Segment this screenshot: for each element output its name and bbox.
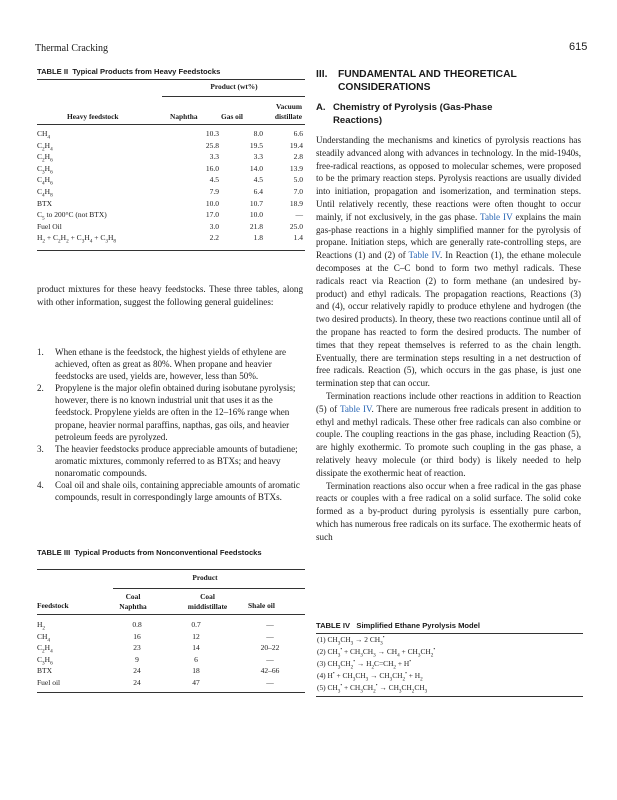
table2-header-rule <box>37 124 305 125</box>
value-cell: 17.0 <box>205 210 219 220</box>
subsection-heading <box>316 102 586 127</box>
feedstock-cell: $C_4H_8$ <box>37 186 53 199</box>
list-item <box>37 443 303 479</box>
value-cell: — <box>295 210 303 220</box>
table4-title: Simplified Ethane Pyrolysis Model <box>356 621 481 630</box>
value-cell: 1.8 <box>253 233 263 243</box>
running-title: Thermal Cracking <box>35 43 109 54</box>
table2-label: TABLE II <box>37 67 69 76</box>
value-cell: 19.5 <box>249 140 263 150</box>
list-item-text: Coal oil and shale oils, containing appreciable amounts of aromatic compounds, result in correspondingly large amounts of BTXs. <box>55 480 300 503</box>
value-cell: 16.0 <box>205 163 219 173</box>
table-row <box>37 232 303 244</box>
value-cell: 3.3 <box>209 152 219 162</box>
table3-top-rule <box>37 569 305 570</box>
table2-col-feedstock: Heavy feedstock <box>67 112 119 121</box>
value-cell: 6.6 <box>293 129 303 138</box>
value-cell: 10.3 <box>205 129 219 138</box>
value-cell: 12 <box>192 631 200 641</box>
page-number: 615 <box>569 41 588 53</box>
table3-col-coal-middistillate: Coal middistillate <box>187 592 228 611</box>
value-cell: 5.0 <box>293 175 303 185</box>
value-cell: 9 <box>135 654 139 664</box>
table2-col-vacuum: Vacuum distillate <box>274 102 302 121</box>
value-cell: 2.2 <box>209 233 219 243</box>
reaction-line: (3) $CH_3CH_2^• \to H_2C=CH_2 + H^•$ <box>317 658 412 671</box>
reaction-line: (1) $CH_3CH_3 \to 2$ $CH_3^•$ <box>317 634 385 647</box>
value-cell: 7.0 <box>293 186 303 196</box>
table2-col-gasoil: Gas oil <box>221 112 243 121</box>
list-item-number: 3. <box>37 443 44 454</box>
value-cell: 16 <box>133 631 141 641</box>
paragraph-2 <box>316 390 581 480</box>
table-row <box>37 128 303 140</box>
table3-bottom-rule <box>37 692 305 693</box>
table2-body <box>37 128 303 244</box>
table3-group-rule <box>113 588 305 589</box>
value-cell: 10.0 <box>205 198 219 208</box>
feedstock-cell: $H_2 + C_2H_2 + C_3H_4 + C_3H_8$ <box>37 233 117 245</box>
reaction-line: (4) $H^• + CH_3CH_3 \to CH_3CH_2^• + H_2$ <box>317 670 423 683</box>
value-cell: 4.5 <box>253 175 263 185</box>
feedstock-cell: $C_2H_4$ <box>37 140 53 153</box>
value-cell: 3.3 <box>253 152 263 162</box>
value-cell: 13.9 <box>289 163 303 173</box>
list-item-number: 2. <box>37 383 44 394</box>
table-row <box>37 209 303 221</box>
value-cell: — <box>266 654 274 664</box>
feedstock-cell: $CH_4$ <box>37 129 51 141</box>
list-item-text: The heavier feedstocks produce appreciable amounts of butadiene; aromatic mixtures, commonly referred to as BTXs; and heavy nonaromatic compounds. <box>55 443 298 478</box>
table-row <box>37 140 303 152</box>
value-cell: 19.4 <box>289 140 303 150</box>
table-row <box>37 151 303 163</box>
table-row <box>37 619 305 631</box>
feedstock-cell: $C_3H_6$ <box>37 654 53 667</box>
value-cell: 14.0 <box>249 163 263 173</box>
feedstock-cell: $C_2H_4$ <box>37 643 53 655</box>
value-cell: 25.0 <box>289 221 303 231</box>
table2-group-rule <box>162 96 305 97</box>
value-cell: 18.9 <box>289 198 303 208</box>
table-row <box>37 221 303 233</box>
value-cell: 2.8 <box>293 152 303 162</box>
table-row <box>37 665 305 677</box>
value-cell: — <box>266 631 274 641</box>
table4-link[interactable]: Table IV <box>408 250 440 261</box>
feedstock-cell: $C_4H_6$ <box>37 175 53 187</box>
paragraph-3: Termination reactions also occur when a free radical in the gas phase reacts or couples with a free radical on a solid surface. The solid coke formed as a by-product during pyrolysis is essentially pure carbon, which has numerous free radicals on its surface. The exothermic heats of such <box>316 480 581 542</box>
value-cell: 18 <box>192 666 200 676</box>
guidelines-list <box>37 346 303 503</box>
value-cell: 0.8 <box>132 620 142 629</box>
table2-group-header: Product (wt%) <box>210 82 258 91</box>
table-row <box>37 654 305 666</box>
feedstock-cell: BTX <box>37 198 52 208</box>
table3-col-coal-naphtha: Coal Naphtha <box>119 592 147 611</box>
table2-title: Typical Products from Heavy Feedstocks <box>72 67 221 76</box>
feedstock-cell: BTX <box>37 666 52 676</box>
value-cell: 24 <box>133 677 141 687</box>
paragraph-2-part-a: Termination reactions include other reactions in addition to Reaction (5) of <box>316 390 581 414</box>
paragraph-1 <box>316 134 581 390</box>
value-cell: — <box>266 677 274 687</box>
value-cell: 6 <box>194 654 198 664</box>
value-cell: 1.4 <box>293 233 303 243</box>
value-cell: 21.8 <box>249 221 263 231</box>
list-item-text: Propylene is the major olefin obtained during isobutane pyrolysis; however, there is no known industrial unit that uses it as the feedstock. Propylene yields are often in the 12–16% range when propane, heavier normal paraffins, napthas, gas oils, and heavier petroleum feeds are pyrolyzed. <box>55 383 296 442</box>
value-cell: 6.4 <box>253 186 263 196</box>
list-item <box>37 479 303 503</box>
list-item <box>37 346 303 382</box>
table-row <box>37 677 305 689</box>
table-row <box>37 174 303 186</box>
list-item <box>37 382 303 442</box>
subsection-heading-text: Chemistry of Pyrolysis (Gas-Phase Reactions) <box>333 102 493 126</box>
value-cell: 42–66 <box>260 666 280 676</box>
value-cell: 4.5 <box>209 175 219 185</box>
section-heading-text: FUNDAMENTAL AND THEORETICAL CONSIDERATIONS <box>338 69 517 93</box>
value-cell: 25.8 <box>205 140 219 150</box>
intro-paragraph: product mixtures for these heavy feedstocks. These three tables, along with other information, suggest the following general guidelines: <box>37 284 303 307</box>
value-cell: 7.9 <box>209 186 219 196</box>
table-row <box>37 631 305 643</box>
value-cell: 10.7 <box>249 198 263 208</box>
table3-col-feedstock: Feedstock <box>37 601 69 610</box>
list-item-number: 4. <box>37 480 44 491</box>
table3-header-rule <box>37 614 305 615</box>
table4-link[interactable]: Table IV <box>480 211 513 222</box>
feedstock-cell: $CH_4$ <box>37 631 51 644</box>
table2-col-naphtha: Naphtha <box>170 112 198 121</box>
value-cell: 14 <box>192 643 200 653</box>
value-cell: 23 <box>133 643 141 653</box>
table4-bottom-rule <box>316 696 583 697</box>
list-item-number: 1. <box>37 347 44 357</box>
paragraph-1-part-a: Understanding the mechanisms and kinetics of pyrolysis reactions has steadily advanced along with advances in technology. In the mid-1940s, free-radical reactions, as opposed to molecular schemes, were proposed to be the primary reaction steps. Pyrolysis reactions are usually divided into initiation, propagation and isomerization, and termination steps. Until relatively recently, these reactions were often thought to occur mainly, if not exclusively, in the gas phase. <box>316 135 581 222</box>
section-heading <box>316 68 586 94</box>
table3-col-shale-oil: Shale oil <box>248 601 275 610</box>
feedstock-cell: Fuel oil <box>37 677 61 687</box>
value-cell: 8.0 <box>253 129 263 138</box>
section-body <box>316 134 581 544</box>
feedstock-cell: Fuel Oil <box>37 221 62 231</box>
table-row <box>37 163 303 175</box>
value-cell: 0.7 <box>191 620 201 629</box>
value-cell: 10.0 <box>249 210 263 220</box>
paragraph-1-part-c: . In Reaction (1), the ethane molecule decomposes at the C–C bond to form two methyl radicals. These radicals react via Reaction (2) to form methane (an undesired by-product) and ethyl radicals. The propagation reactions, Reactions (3) and (4), occur relatively rapidly to produce ethylene and hydrogen (the two desired products). In theory, these two reactions continue until all of the propane has reacted to form the desired products. The number of times that they repeat themselves is referred to as the chain length. Eventually, there are termination steps resulting in a net destruction of free radicals. Reaction (5), which occurs in the gas phase, is just one termination step that can occur. <box>316 250 582 389</box>
table2-bottom-rule <box>37 250 305 251</box>
table4-label: TABLE IV <box>316 621 351 630</box>
subsection-heading-letter: A. <box>316 102 326 113</box>
table4-link[interactable]: Table IV <box>339 403 372 414</box>
section-heading-number: III. <box>316 69 328 80</box>
paragraph-1-part-b: explains the main gas-phase reactions in a highly simplified manner for the pyrolysis of propane. Initiation steps, which are generally rate-controlling steps, are Reactions (1) and (2) of <box>316 211 581 261</box>
table4-caption <box>316 621 586 631</box>
value-cell: 47 <box>192 677 200 687</box>
table2-top-rule <box>37 79 305 80</box>
paragraph-2-part-b: . There are numerous free radicals present in addition to ethyl and methyl radicals. These other free radicals can also combine or couple. The coupling reactions in the gas phase, including Reaction (5), are highly exothermic. To promote such coupling in the gas phase, a relatively heavy molecule (or third body) is likely needed to help dissipate the exothermic heat of reaction. <box>316 403 582 478</box>
table-row <box>37 186 303 198</box>
reaction-line: (5) $CH_3^• + CH_3CH_2^• \to CH_3CH_2CH_3$ <box>317 682 428 695</box>
list-item-text: When ethane is the feedstock, the highest yields of ethylene are achieved, often as great as 80%. When propane and heavier feedstocks are used, yields are, however, less than 50%. <box>55 347 287 382</box>
table3-label: TABLE III <box>37 548 71 557</box>
value-cell: 20–22 <box>260 643 280 653</box>
feedstock-cell: $H_2$ <box>37 620 46 632</box>
table2-caption <box>37 67 220 77</box>
reaction-line: (2) $CH_3^• + CH_3CH_3 \to CH_4 + CH_3CH_2^•$ <box>317 646 436 659</box>
table-row <box>37 642 305 654</box>
table3-caption <box>37 548 303 558</box>
value-cell: 24 <box>133 666 141 676</box>
feedstock-cell: $C_2H_6$ <box>37 152 53 164</box>
value-cell: 3.0 <box>209 221 219 231</box>
feedstock-cell: $C_5$ to 200°C (not BTX) <box>37 210 107 222</box>
table4-body <box>317 634 582 694</box>
table3-body <box>37 619 305 689</box>
table-row <box>37 198 303 210</box>
feedstock-cell: $C_3H_6$ <box>37 163 53 176</box>
table3-group-header: Product <box>192 573 218 582</box>
value-cell: — <box>266 620 274 629</box>
table3-title: Typical Products from Nonconventional Feedstocks <box>74 548 262 557</box>
